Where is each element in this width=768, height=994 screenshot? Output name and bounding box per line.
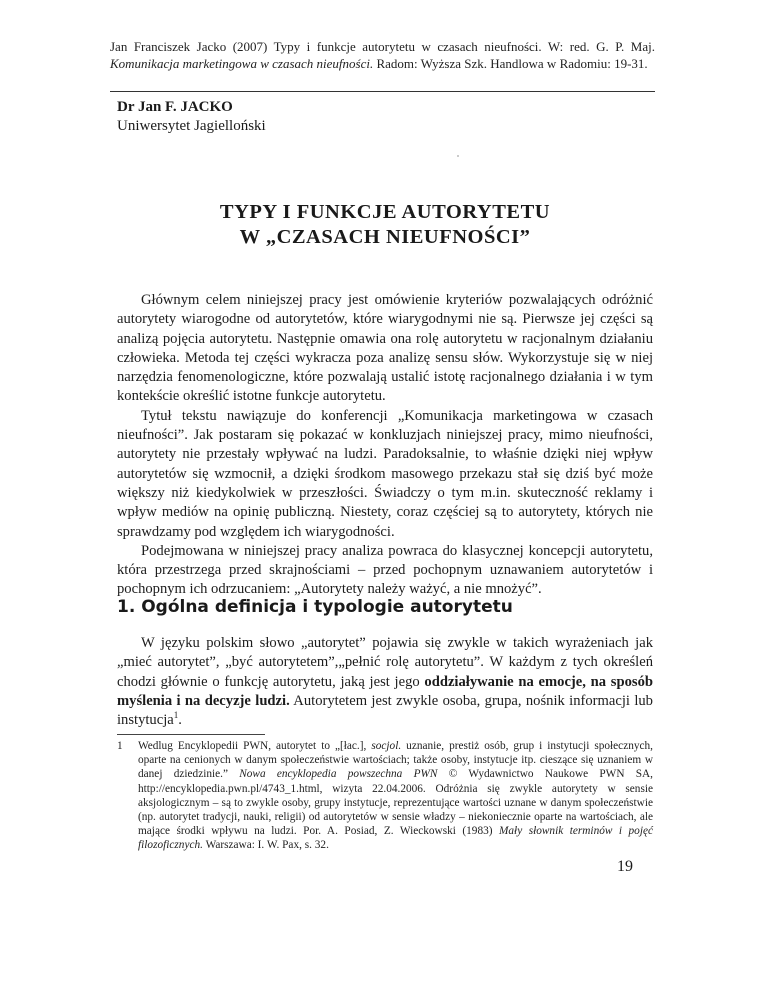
- footnote-italic-2: Nowa encyklopedia powszechna PWN: [239, 768, 438, 781]
- citation-text: Jan Franciszek Jacko (2007) Typy i funkcje autorytetu w czasach nieufności. W: red. G. P. Maj.: [110, 39, 655, 54]
- intro-section: [117, 291, 653, 600]
- footnote: [117, 739, 653, 853]
- page-number: 19: [617, 858, 633, 875]
- section-heading: 1. Ogólna definicja i typologie autorytetu: [117, 597, 513, 617]
- footnote-text-d: Warszawa: I. W. Pax, s. 32.: [202, 839, 329, 852]
- intro-paragraph-1: Głównym celem niniejszej pracy jest omówienie kryteriów pozwalających odróżnić autorytety wiarogodne od autorytetów, które wiarygodnymi nie są. Pierwsze jej części są analizą pojęcia autorytetu. Następnie omawia ona rolę autorytetu w racjonalnym działaniu człowieka. Metoda tej części wykracza poza analizę sensu słów. Wykorzystuje się w niej narzędzia fenomenologiczne, które pozwalają ustalić istotę racjonalnego działania i w tym kontekście określić istotne funkcje autorytetu.: [117, 292, 653, 405]
- footnote-number: 1: [117, 740, 123, 752]
- page-title: [117, 200, 653, 250]
- author-affiliation: Uniwersytet Jagielloński: [117, 118, 266, 134]
- author-name: Dr Jan F. JACKO: [117, 99, 233, 115]
- citation-header: [110, 38, 655, 72]
- section-1-body: [117, 634, 653, 730]
- footnote-italic-3: Mały słownik terminów i pojęć filozoficznych.: [138, 825, 653, 852]
- intro-paragraph-3: Podejmowana w niniejszej pracy analiza powraca do klasycznej koncepcji autorytetu, która przestrzega przed skrajnościami – przed pochopnym uznawaniem autorytetów i pochopnym ich odrzucaniem: „Autorytety należy ważyć, a nie mnożyć”.: [117, 542, 653, 598]
- author-block: [117, 98, 266, 136]
- section-1-text-a: W języku polskim słowo „autorytet” pojawia się zwykle w takich wyrażeniach jak „mieć autorytet”, „być autorytetem”,„pełnić rolę autorytetu”. W każdym z tych określeń chodzi głównie o funkcję autorytetu, jaką jest jego: [117, 635, 653, 690]
- header-rule: [110, 91, 655, 92]
- footnote-ref[interactable]: 1: [173, 710, 179, 721]
- footnote-text-b: uznanie, prestiż osób, grup i instytucji społecznych, oparte na cenionych w danym społeczeństwie wartościach; także osoby, instytucje itp. cieszące się uznaniem w danej dziedzinie.”: [138, 740, 653, 781]
- section-1-text-b: Autorytetem jest zwykle osoba, grupa, nośnik informacji lub instytucja: [117, 692, 653, 729]
- section-1-paragraph: [117, 634, 653, 730]
- footnote-rule: [117, 734, 265, 735]
- footnote-text: [138, 739, 653, 853]
- footnote-text-c: © Wydawnictwo Naukowe PWN SA, http://encyklopedia.pwn.pl/4743_1.html, wizyta 22.04.2006. Odróżnia się zwykle autorytety w sensie aksjologicznym – są to zwykle osoby, grupy instytucje, reprezentujące wartości uznane w danym społeczeństwie (np. autorytet tradycji, nauki, religii) od autorytetów w sensie władzy – niekoniecznie oparte na wartościach, ale mające środki wpływu na ludzi. Por. A. Posiad, Z. Wieckowski (1983): [138, 768, 654, 838]
- citation-book-title: Komunikacja marketingowa w czasach nieufności.: [110, 56, 374, 71]
- section-1-text-end: .: [178, 712, 182, 729]
- footnote-italic-1: socjol.: [371, 740, 402, 752]
- section-1-bold-text: oddziaływanie na emocje, na sposób myślenia i na decyzje ludzi.: [117, 673, 653, 709]
- title-line-2: W „CZASACH NIEUFNOŚCI”: [239, 226, 531, 248]
- intro-paragraph-2: Tytuł tekstu nawiązuje do konferencji „Komunikacja marketingowa w czasach nieufności”. Jak postaram się pokazać w konkluzjach niniejszej pracy, mimo nieufności, autorytety nie przestały wpływać na ludzi. Paradoksalnie, to właśnie dzięki niej wpływ autorytetów się wzmocnił, a dzięki środkom masowego przekazu stał się dziś być może większy niż kiedykolwiek w przeszłości. Świadczy o tym m.in. skuteczność reklamy i wpływ mediów na opinię publiczną. Niestety, coraz częściej są to autorytety, których nie sprawdzamy pod względem ich wiarygodności.: [117, 407, 653, 540]
- citation-publisher: Radom: Wyższa Szk. Handlowa w Radomiu: 19-31.: [373, 56, 648, 71]
- scan-speck: [457, 155, 459, 157]
- title-line-1: TYPY I FUNKCJE AUTORYTETU: [219, 201, 551, 223]
- footnote-text-a: Wedlug Encyklopedii PWN, autorytet to „[łac.],: [138, 740, 372, 752]
